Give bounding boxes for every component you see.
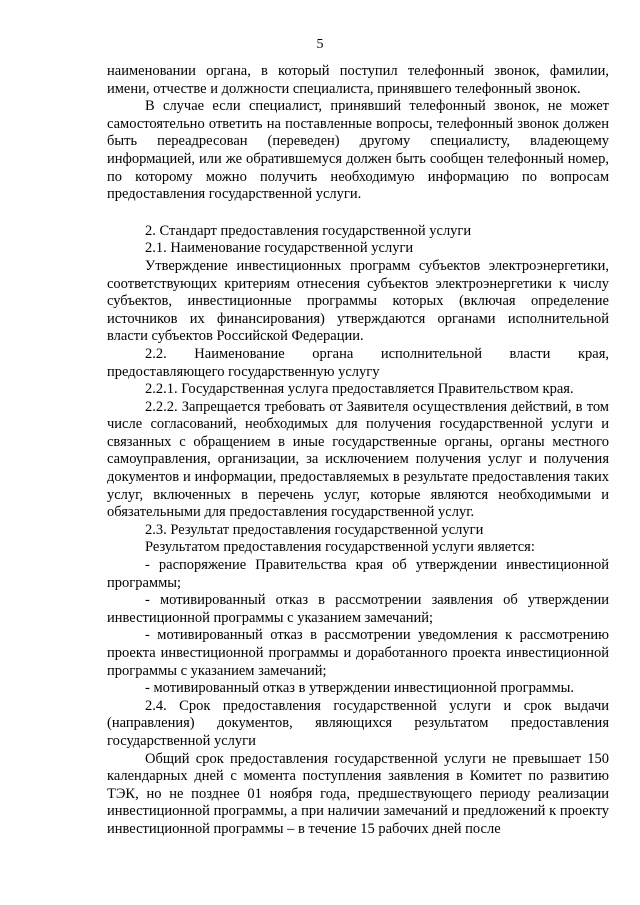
list-item-refusal-notification: - мотивированный отказ в рассмотрении уведомления к рассмотрению проекта инвестиционной программы и доработанного проекта инвестиционной программы с указанием замечаний; — [107, 627, 609, 679]
section-spacer — [107, 204, 609, 223]
paragraph-result-intro: Результатом предоставления государственной услуги является: — [145, 539, 535, 556]
paragraph-applicant-name-info: наименовании органа, в который поступил телефонный звонок, фамилии, имени, отчестве и должности специалиста, принявшего телефонный звонок. — [107, 63, 609, 97]
document-body — [107, 63, 609, 839]
subsection-heading-2-2: 2.2. Наименование органа исполнительной власти края, предоставляющего государственную услугу — [107, 345, 609, 380]
paragraph-2-2-2: 2.2.2. Запрещается требовать от Заявителя осуществления действий, в том числе согласований, необходимых для получения государственной услуги и связанных с обращением в иные государственные органы, органы местного самоуправления, организации, за исключением получения услуг и получения документов и информации, предоставляемых в результате предоставления таких услуг, включенных в перечень услуг, которые являются необходимыми и обязательными для предоставления государственной услуг. — [107, 398, 609, 521]
section-heading-standard: 2. Стандарт предоставления государственной услуги — [145, 222, 472, 239]
list-item-refusal-approval: - мотивированный отказ в утверждении инвестиционной программы. — [145, 680, 575, 697]
paragraph-call-forwarding: В случае если специалист, принявший телефонный звонок, не может самостоятельно ответить на поставленные вопросы, телефонный звонок должен быть переадресован (переведен) другому специалисту, владеющему информацией, или же обратившемуся должен быть сообщен телефонный номер, по которому можно получить необходимую информацию по вопросам предоставления государственной услуги. — [107, 98, 609, 203]
subsection-heading-2-1: 2.1. Наименование государственной услуги — [145, 240, 414, 257]
list-item-order: - распоряжение Правительства края об утверждении инвестиционной программы; — [107, 557, 609, 591]
page-number: 5 — [316, 37, 324, 52]
paragraph-service-name: Утверждение инвестиционных программ субъектов электроэнергетики, соответствующих критериям отнесения субъектов электроэнергетики к числу субъектов, инвестиционные программы которых (включая определение источников их финансирования) утверждаются органами исполнительной власти субъектов Российской Федерации. — [107, 257, 609, 345]
paragraph-total-term: Общий срок предоставления государственной услуги не превышает 150 календарных дней с момента поступления заявления в Комитет по развитию ТЭК, но не позднее 01 ноября года, предшествующего периоду реализации инвестиционной программы, а при наличии замечаний и предложений к проекту инвестиционной программы – в течение 15 рабочих дней после — [107, 750, 609, 837]
list-item-refusal-application: - мотивированный отказ в рассмотрении заявления об утверждении инвестиционной программы с указанием замечаний; — [107, 592, 609, 626]
subsection-heading-2-4: 2.4. Срок предоставления государственной услуги и срок выдачи (направления) документов, являющихся результатом предоставления государственной услуги — [107, 697, 609, 749]
paragraph-2-2-1: 2.2.1. Государственная услуга предоставляется Правительством края. — [145, 381, 574, 398]
subsection-heading-2-3: 2.3. Результат предоставления государственной услуги — [145, 521, 484, 538]
